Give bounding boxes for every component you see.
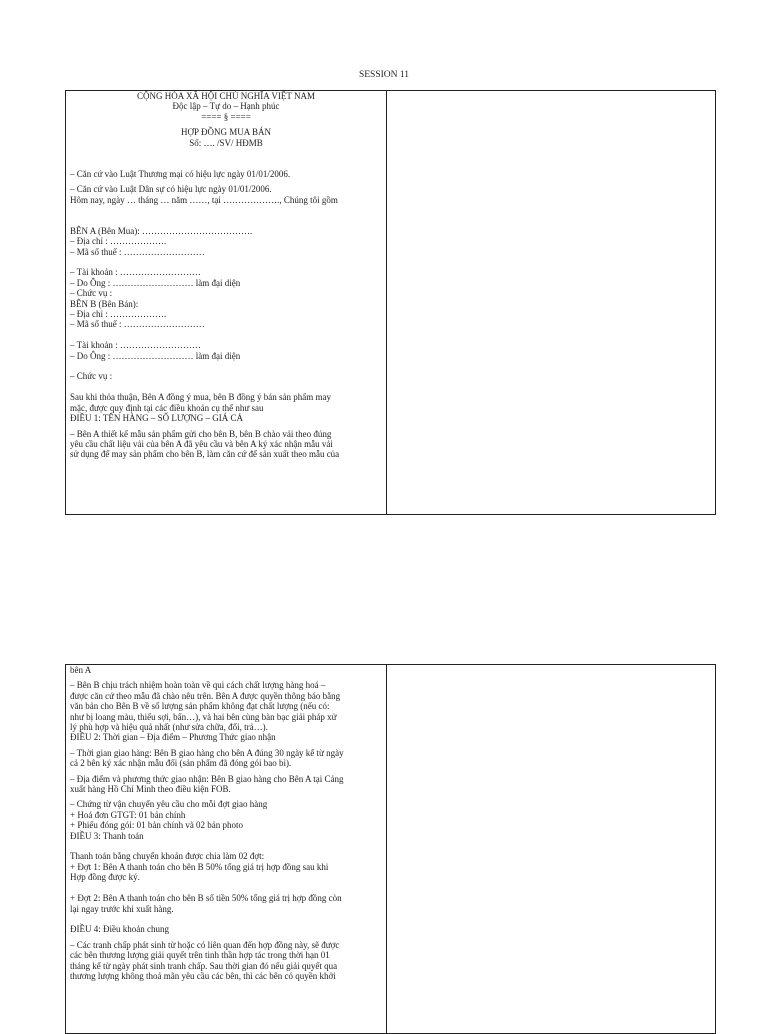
document-line: – Bên A thiết kế mẫu sản phẩm gửi cho bên B, bên B chào vải theo đúng [70,428,332,439]
document-line: cả 2 bên ký xác nhận mẫu đối (sản phẩm đã đóng gói bao bì). [70,758,292,769]
document-line: Sau khi thỏa thuận, Bên A đồng ý mua, bên B đồng ý bán sản phẩm may [70,392,331,403]
document-line: – Căn cứ vào Luật Thương mại có hiệu lực ngày 01/01/2006. [70,168,291,179]
document-line: – Địa chỉ : ………………. [70,236,167,247]
document-line: – Bên B chịu trách nhiệm hoàn toàn về qui cách chất lượng hàng hoá – [70,680,326,691]
document-line: + Đợt 1: Bên A thanh toán cho bên B 50% tổng giá trị hợp đồng sau khi [70,861,329,872]
spacer [70,841,382,851]
page-header-session: SESSION 11 [358,70,410,80]
document-line: ĐIỀU 2: Thời gian – Địa điểm – Phương Thức giao nhận [70,732,276,743]
document-line: – Do Ông : ……………………… làm đại diện [70,350,241,361]
document-line: xuất hàng Hồ Chí Minh theo điều kiện FOB. [70,784,231,795]
document-line: yêu cầu chất liệu vải của bên A đã yêu cầu và bên A ký xác nhận mẫu vải [70,438,333,449]
contract-text-column [66,665,387,1033]
document-line: + Hoá đơn GTGT: 01 bản chính [70,809,186,820]
spacer [70,883,382,893]
document-line: Độc lập – Tự do – Hạnh phúc [172,101,280,112]
spacer [70,148,382,169]
document-line: – Căn cứ vào Luật Dân sự có hiệu lực ngày 01/01/2006. [70,184,272,195]
spacer [70,257,382,267]
document-line: ĐIỀU 1: TÊN HÀNG – SỐ LƯỢNG – GIÁ CẢ [70,413,244,424]
document-line: tháng kể từ ngày phát sinh tranh chấp. Sau thời gian đó nếu giải quyết qua [70,960,338,971]
document-line: Hợp đồng được ký. [70,872,140,883]
spacer [70,205,382,226]
document-line: – Do Ông : ……………………… làm đại diện [70,277,241,288]
document-line: Thanh toán bằng chuyển khoản được chia làm 02 đợt: [70,851,265,862]
contract-table-page-2 [65,664,716,1034]
empty-notes-column [387,665,715,1033]
document-line: lại ngay trước khi xuất hàng. [70,903,174,914]
spacer [70,361,382,371]
document-line: – Mã số thuế : ……………………… [70,246,205,257]
document-line: ==== § ==== [201,111,251,122]
document-line: ĐIỀU 3: Thanh toán [70,830,144,841]
document-line: lý phù hợp và hiệu quả nhất (như sửa chữa, đổi, trả…). [70,722,268,733]
document-line: – Tài khoản : ……………………… [70,267,201,278]
contract-text-column [66,91,387,514]
spacer [70,914,382,924]
document-line: – Thời gian giao hàng: Bên B giao hàng cho bên A đúng 30 ngày kể từ ngày [70,747,344,758]
document-line: – Địa điểm và phương thức giao nhận: Bên B giao hàng cho Bên A tại Cảng [70,773,344,784]
document-line: văn bản cho Bên B về số lượng sản phẩm không đạt chất lượng (nếu có: [70,701,330,712]
document-line: Hôm nay, ngày … tháng … năm ……, tại ………………., Chúng tôi gồm [70,194,338,205]
document-line: – Mã số thuế : ……………………… [70,319,205,330]
empty-notes-column [387,91,715,514]
document-line: – Chức vụ : [70,288,113,299]
document-line: – Tài khoản : ……………………… [70,340,201,351]
document-line: – Chứng từ vận chuyển yêu cầu cho mỗi đợt giao hàng [70,799,268,810]
spacer [70,330,382,340]
document-line: – Địa chỉ : ………………. [70,309,167,320]
document-line: ĐIỀU 4: Điều khoản chung [70,924,169,935]
document-line: được căn cứ theo mẫu đã chào nêu trên. Bên A được quyền thông báo bằng [70,690,341,701]
document-line: các bên thương lượng giải quyết trên tinh thần hợp tác trong thời hạn 01 [70,950,330,961]
contract-table-page-1 [65,90,716,515]
document-line: HỢP ĐỒNG MUA BÁN [181,127,271,138]
document-line: + Phiếu đóng gói: 01 bản chính và 02 bản photo [70,820,244,831]
document-line: + Đợt 2: Bên A thanh toán cho bên B số tiền 50% tổng giá trị hợp đồng còn [70,893,342,904]
document-line: – Các tranh chấp phát sinh từ hoặc có liên quan đến hợp đồng này, sẽ được [70,939,340,950]
document-line: CỘNG HÒA XÃ HỘI CHỦ NGHĨA VIỆT NAM [137,91,315,101]
document-line: bên A [70,665,92,675]
spacer [70,382,382,392]
document-line: mặc, được quy định tại các điều khoản cụ thể như sau [70,402,264,413]
document-line: BÊN B (Bên Bán): [70,298,139,309]
document-line: – Chức vụ : [70,371,113,382]
document-line: BÊN A (Bên Mua): ………………………………. [70,225,253,236]
document-line: như bị loang màu, thiếu sợi, bẩn…), và hai bên cùng bàn bạc giải pháp xử [70,711,337,722]
document-line: Số: …. /SV/ HĐMB [189,137,263,148]
document-line: sử dụng để may sản phẩm cho bên B, làm căn cứ để sản xuất theo mẫu của [70,449,340,460]
document-line: thương lượng không thoả mãn yêu cầu các bên, thì các bên có quyền khởi [70,970,336,981]
